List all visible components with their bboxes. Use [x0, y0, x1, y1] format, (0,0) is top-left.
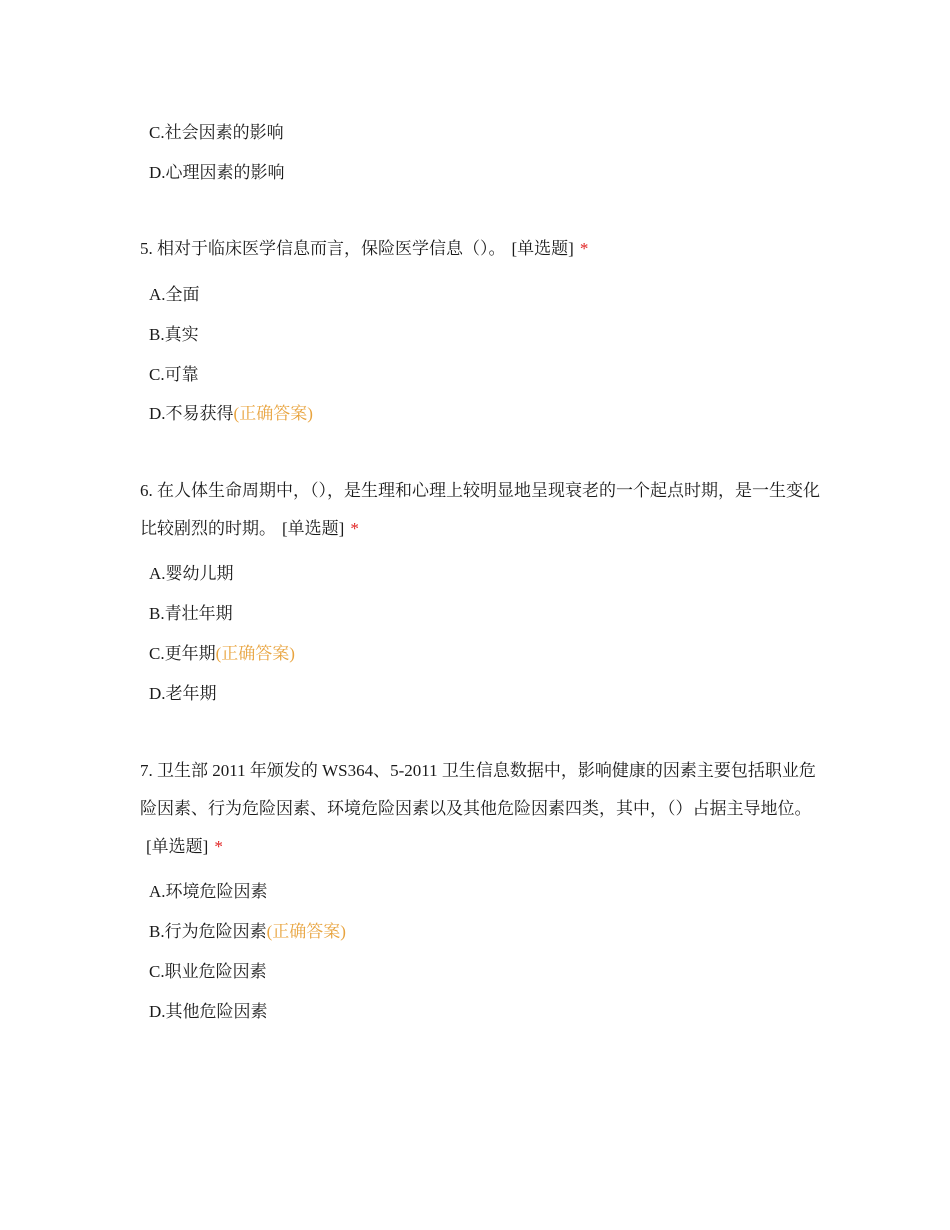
required-mark: * [579, 239, 589, 258]
option-label: B.真实 [149, 325, 199, 344]
option-item [149, 881, 268, 903]
correct-answer-mark: (正确答案) [215, 644, 295, 663]
required-mark: * [350, 519, 359, 538]
option-label: B.青壮年期 [149, 604, 233, 623]
option-label: C.更年期 [149, 644, 216, 663]
option-item [149, 643, 295, 665]
option-label: A.婴幼儿期 [149, 564, 234, 583]
option-label: D.老年期 [149, 684, 217, 703]
option-item [149, 921, 346, 943]
option-item [149, 324, 199, 346]
option-item [149, 122, 284, 144]
required-mark: * [214, 837, 223, 856]
option-label: C.可靠 [149, 365, 199, 384]
question-type-tag: [单选题] [282, 519, 345, 538]
option-label: C.职业危险因素 [149, 962, 267, 981]
option-item [149, 162, 285, 184]
option-label: D.心理因素的影响 [149, 163, 285, 182]
option-item [149, 961, 267, 983]
option-label: B.行为危险因素 [149, 922, 267, 941]
question-type-tag: [单选题] [146, 837, 209, 856]
question-text: 5. 相对于临床医学信息而言，保险医学信息（）。 [140, 239, 506, 258]
option-item [149, 284, 200, 306]
option-item [149, 563, 234, 585]
option-label: C.社会因素的影响 [149, 123, 284, 142]
option-item [149, 683, 217, 705]
question-6-stem [140, 472, 820, 548]
option-label: A.全面 [149, 285, 200, 304]
correct-answer-mark: (正确答案) [266, 922, 346, 941]
option-label: D.其他危险因素 [149, 1002, 268, 1021]
question-5-stem [140, 230, 820, 268]
question-text: 7. 卫生部 2011 年颁发的 WS364、5-2011 卫生信息数据中，影响健康的因素主要包括职业危险因素、行为危险因素、环境危险因素以及其他危险因素四类，其中，（）占据主导地位。 [140, 761, 816, 818]
option-item [149, 364, 199, 386]
question-text: 6. 在人体生命周期中，（），是生理和心理上较明显地呈现衰老的一个起点时期，是一生变化比较剧烈的时期。 [140, 481, 820, 538]
correct-answer-mark: (正确答案) [233, 404, 313, 423]
question-7-stem [140, 752, 820, 866]
option-label: D.不易获得 [149, 404, 234, 423]
option-label: A.环境危险因素 [149, 882, 268, 901]
option-item [149, 403, 313, 425]
option-item [149, 603, 233, 625]
question-type-tag: [单选题] [511, 239, 574, 258]
option-item [149, 1001, 268, 1023]
